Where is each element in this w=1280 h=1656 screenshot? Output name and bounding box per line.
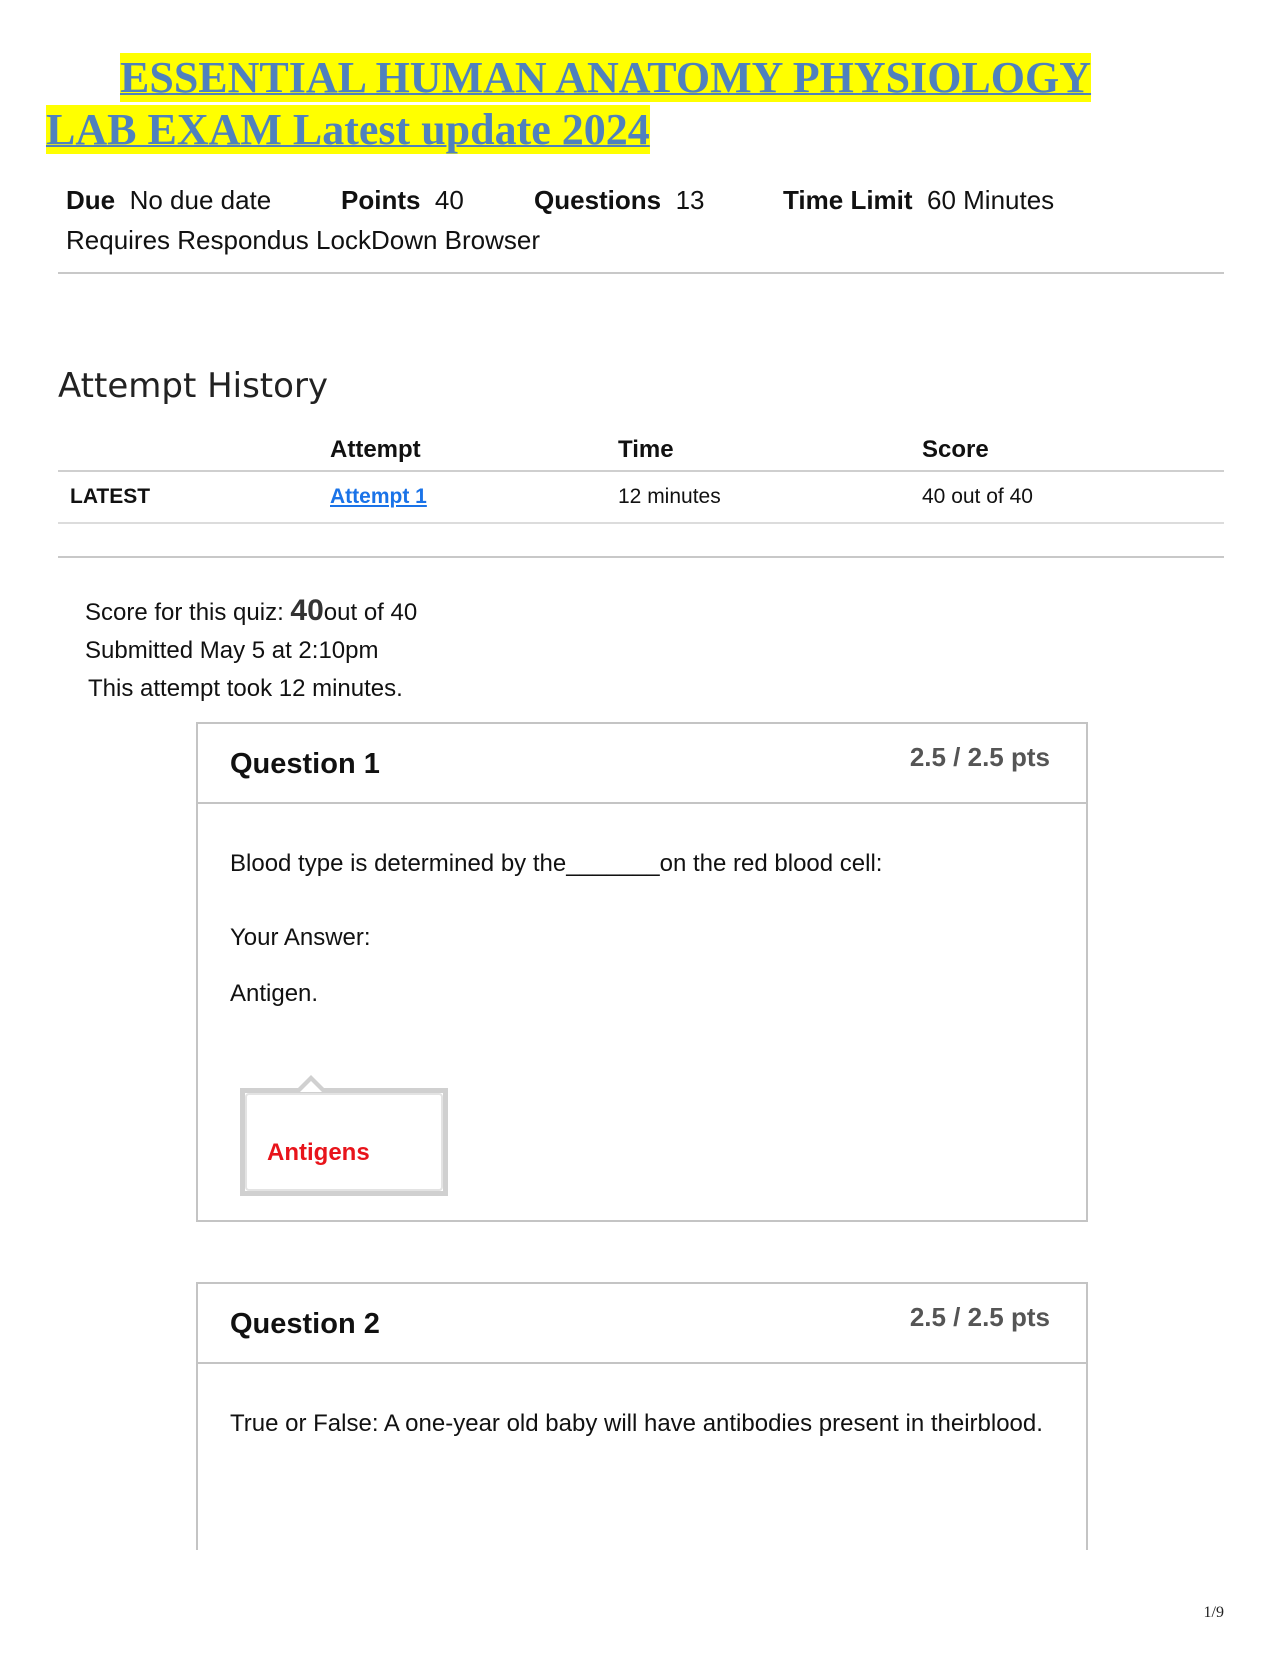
table-row	[58, 471, 1224, 523]
your-answer-label: Your Answer:	[230, 924, 371, 951]
question-header	[198, 1284, 1086, 1364]
due-info	[66, 180, 341, 220]
title-line-2: LAB EXAM Latest update 2024	[46, 105, 650, 154]
time-limit-label: Time Limit	[783, 185, 913, 215]
column-header	[58, 430, 330, 471]
divider	[58, 272, 1224, 274]
questions-label: Questions	[534, 185, 662, 215]
time-limit-info	[783, 180, 1054, 220]
question-1-card	[196, 722, 1088, 1222]
points-info	[341, 180, 534, 220]
quiz-meta	[66, 180, 1054, 220]
attempt-history-table	[58, 430, 1224, 524]
points-value: 40	[434, 185, 464, 215]
score-prefix: Score for this quiz:	[85, 599, 284, 626]
column-header-attempt: Attempt	[330, 430, 618, 471]
question-text: True or False: A one-year old baby will have antibodies present in theirblood.	[230, 1410, 1043, 1437]
due-label: Due	[66, 185, 116, 215]
submitted-line: Submitted May 5 at 2:10pm	[85, 637, 379, 664]
correct-answer: Antigens	[267, 1139, 370, 1166]
questions-value: 13	[675, 185, 705, 215]
question-points: 2.5 / 2.5 pts	[909, 1302, 1050, 1332]
table-header-row	[58, 430, 1224, 471]
column-header-score: Score	[922, 430, 1224, 471]
score-suffix: out of 40	[323, 599, 418, 626]
attempt-time: 12 minutes	[618, 471, 922, 523]
document-title	[46, 52, 1216, 156]
attempt-1-link[interactable]: Attempt 1	[330, 485, 427, 508]
questions-info	[534, 180, 783, 220]
due-value: No due date	[129, 185, 272, 215]
score-value: 40	[290, 594, 324, 627]
time-limit-value: 60 Minutes	[927, 185, 1055, 215]
question-text: Blood type is determined by the_______on the red blood cell:	[230, 850, 883, 877]
lockdown-requirement: Requires Respondus LockDown Browser	[66, 225, 541, 255]
duration-line: This attempt took 12 minutes.	[88, 675, 403, 702]
column-header-time: Time	[618, 430, 922, 471]
quiz-summary	[85, 592, 417, 708]
question-title: Question 1	[230, 748, 380, 780]
points-label: Points	[341, 185, 421, 215]
question-points: 2.5 / 2.5 pts	[909, 742, 1050, 772]
attempt-history-heading: Attempt History	[58, 366, 329, 406]
question-header	[198, 724, 1086, 804]
divider	[58, 556, 1224, 558]
page-number: 1/9	[1203, 1604, 1224, 1621]
latest-tag: LATEST	[58, 471, 330, 523]
correct-answer-box	[240, 1088, 448, 1196]
question-2-card	[196, 1282, 1088, 1550]
your-answer: Antigen.	[230, 980, 319, 1007]
attempt-score: 40 out of 40	[922, 471, 1224, 523]
question-title: Question 2	[230, 1308, 380, 1340]
title-line-1: ESSENTIAL HUMAN ANATOMY PHYSIOLOGY	[120, 53, 1092, 102]
score-line	[85, 592, 417, 632]
